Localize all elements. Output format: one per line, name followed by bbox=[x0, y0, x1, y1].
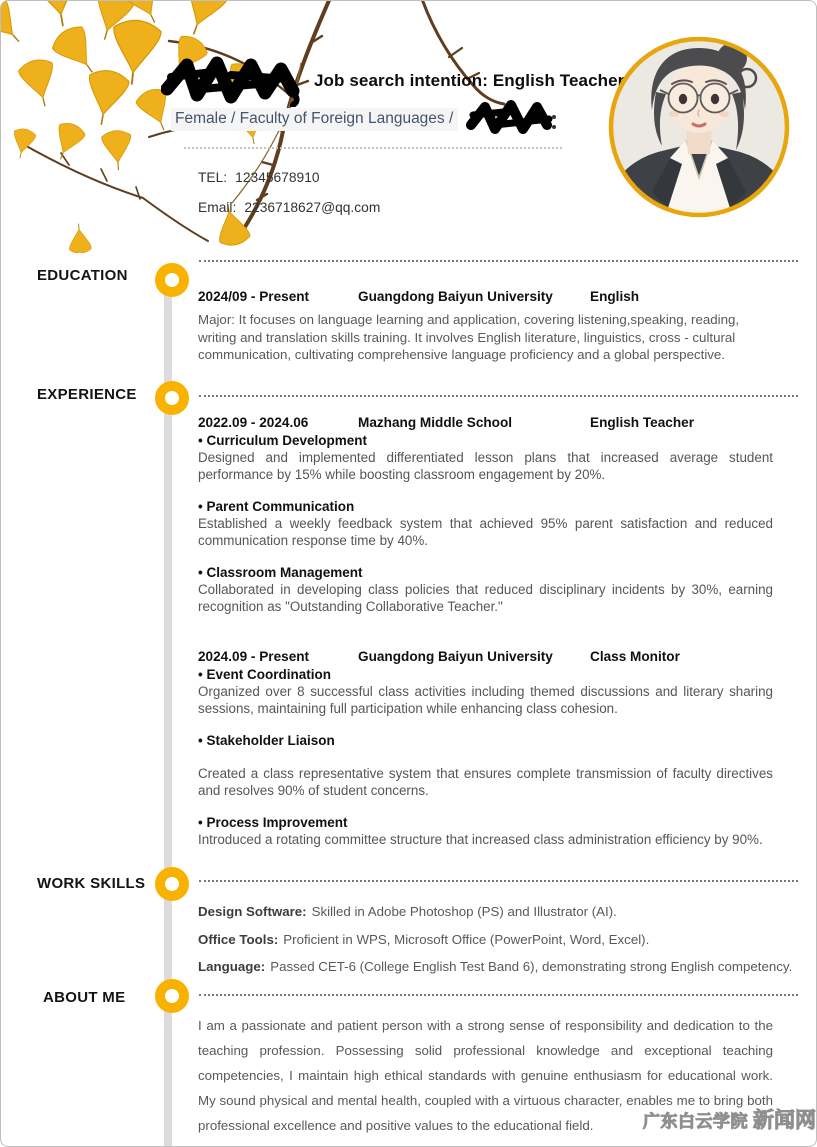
timeline-node-education bbox=[155, 263, 189, 297]
job-organization: Mazhang Middle School bbox=[358, 415, 513, 430]
dotted-rule-about-me bbox=[199, 994, 798, 996]
job-intention: Job search intention: English Teacher bbox=[314, 71, 625, 90]
about-me-paragraph: I am a passionate and patient person with a strong sense of responsibility and dedication to the teaching profession. Possessing solid professional knowledge and exceptional teaching competencies, I maintain high ethical standards with genuine enthusiasm for educational work. My sound physical and mental health, coupled with a virtuous character, enables me to bring both professional excellence and positive values to the educational field. bbox=[198, 1018, 773, 1133]
bullet-title: • Stakeholder Liaison bbox=[198, 733, 335, 748]
tel-row bbox=[198, 170, 320, 185]
work-skills-list bbox=[198, 904, 803, 987]
skill-label: Language: bbox=[198, 959, 266, 974]
dotted-rule-work-skills bbox=[199, 880, 798, 882]
experience-job-2 bbox=[198, 649, 773, 864]
education-school: Guangdong Baiyun University bbox=[358, 289, 553, 304]
bullet-title: • Process Improvement bbox=[198, 815, 348, 830]
skill-text: Skilled in Adobe Photoshop (PS) and Illustrator (AI). bbox=[311, 904, 617, 919]
education-major: English bbox=[590, 289, 640, 304]
bullet-group bbox=[198, 666, 773, 717]
bullet-title: • Classroom Management bbox=[198, 565, 363, 580]
section-label-experience: EXPERIENCE bbox=[37, 386, 137, 403]
bullet-text: Created a class representative system that ensures complete transmission of faculty directives and resolves 90% of student concerns. bbox=[198, 766, 773, 798]
bullet-group bbox=[198, 564, 773, 615]
experience-job-1 bbox=[198, 415, 773, 630]
skill-label: Design Software: bbox=[198, 904, 307, 919]
bullet-group bbox=[198, 814, 773, 849]
watermark-news-network: 新闻网 bbox=[753, 1109, 816, 1132]
bullet-group bbox=[198, 732, 773, 799]
email-label: Email: bbox=[198, 200, 237, 215]
bullet-text: Introduced a rotating committee structure that increased class administration efficiency by 90%. bbox=[198, 832, 763, 847]
bullet-text: Collaborated in developing class policies that reduced disciplinary incidents by 30%, earning recognition as "Outstanding Collaborative Teacher." bbox=[198, 582, 773, 614]
bullet-title: • Event Coordination bbox=[198, 667, 331, 682]
skill-label: Office Tools: bbox=[198, 931, 279, 947]
job-organization: Guangdong Baiyun University bbox=[358, 649, 553, 664]
job-date: 2022.09 - 2024.06 bbox=[198, 415, 309, 430]
section-label-education: EDUCATION bbox=[37, 267, 128, 284]
dotted-rule-education bbox=[199, 260, 798, 262]
bullet-title: • Parent Communication bbox=[198, 499, 355, 514]
redacted-class-scribble bbox=[465, 99, 557, 139]
site-watermark bbox=[643, 1104, 815, 1134]
skill-text: Proficient in WPS, Microsoft Office (PowerPoint, Word, Excel). bbox=[283, 931, 650, 947]
watermark-institution: 广东白云学院 bbox=[643, 1112, 748, 1131]
education-date: 2024/09 - Present bbox=[198, 289, 310, 304]
tel-label: TEL: bbox=[198, 170, 228, 185]
skill-row bbox=[198, 904, 803, 919]
job-date: 2024.09 - Present bbox=[198, 649, 310, 664]
redacted-name-scribble bbox=[161, 55, 309, 107]
email-value: 2236718627@qq.com bbox=[244, 200, 381, 215]
dotted-rule-experience bbox=[199, 395, 798, 397]
job-role: Class Monitor bbox=[590, 649, 680, 664]
skill-text: Passed CET-6 (College English Test Band 6), demonstrating strong English competency. bbox=[270, 959, 793, 974]
timeline-node-about-me bbox=[155, 979, 189, 1013]
skill-row bbox=[198, 959, 803, 974]
bullet-title: • Curriculum Development bbox=[198, 433, 368, 448]
education-entry-header bbox=[198, 289, 773, 304]
job-header bbox=[198, 415, 773, 430]
section-label-work-skills: WORK SKILLS bbox=[37, 875, 146, 892]
tel-value: 12345678910 bbox=[235, 170, 320, 185]
timeline-node-experience bbox=[155, 381, 189, 415]
timeline-node-work-skills bbox=[155, 867, 189, 901]
bullet-text: Established a weekly feedback system that achieved 95% parent satisfaction and reduced communication response time by 40%. bbox=[198, 516, 773, 548]
job-header bbox=[198, 649, 773, 664]
header-divider bbox=[184, 147, 562, 149]
email-row bbox=[198, 200, 380, 215]
bullet-text: Designed and implemented differentiated lesson plans that increased average student performance by 15% while boosting classroom engagement by 20%. bbox=[198, 450, 773, 482]
bullet-text: Organized over 8 successful class activities including themed discussions and literary sharing sessions, maintaining full participation while enhancing class cohesion. bbox=[198, 684, 773, 716]
profile-subtitle: Female / Faculty of Foreign Languages / bbox=[171, 108, 458, 131]
job-role: English Teacher bbox=[590, 415, 694, 430]
education-description: Major: It focuses on language learning and application, covering listening,speaking, reading, writing and translation skills training. It involves English literature, linguistics, cross - cultural communication, cultivating comprehensive language proficiency and a global perspective. bbox=[198, 312, 740, 362]
bullet-group bbox=[198, 498, 773, 549]
avatar-portrait bbox=[604, 32, 794, 222]
skill-row bbox=[198, 932, 803, 947]
education-entry bbox=[198, 289, 773, 364]
bullet-group bbox=[198, 432, 773, 483]
section-label-about-me: ABOUT ME bbox=[43, 989, 126, 1006]
